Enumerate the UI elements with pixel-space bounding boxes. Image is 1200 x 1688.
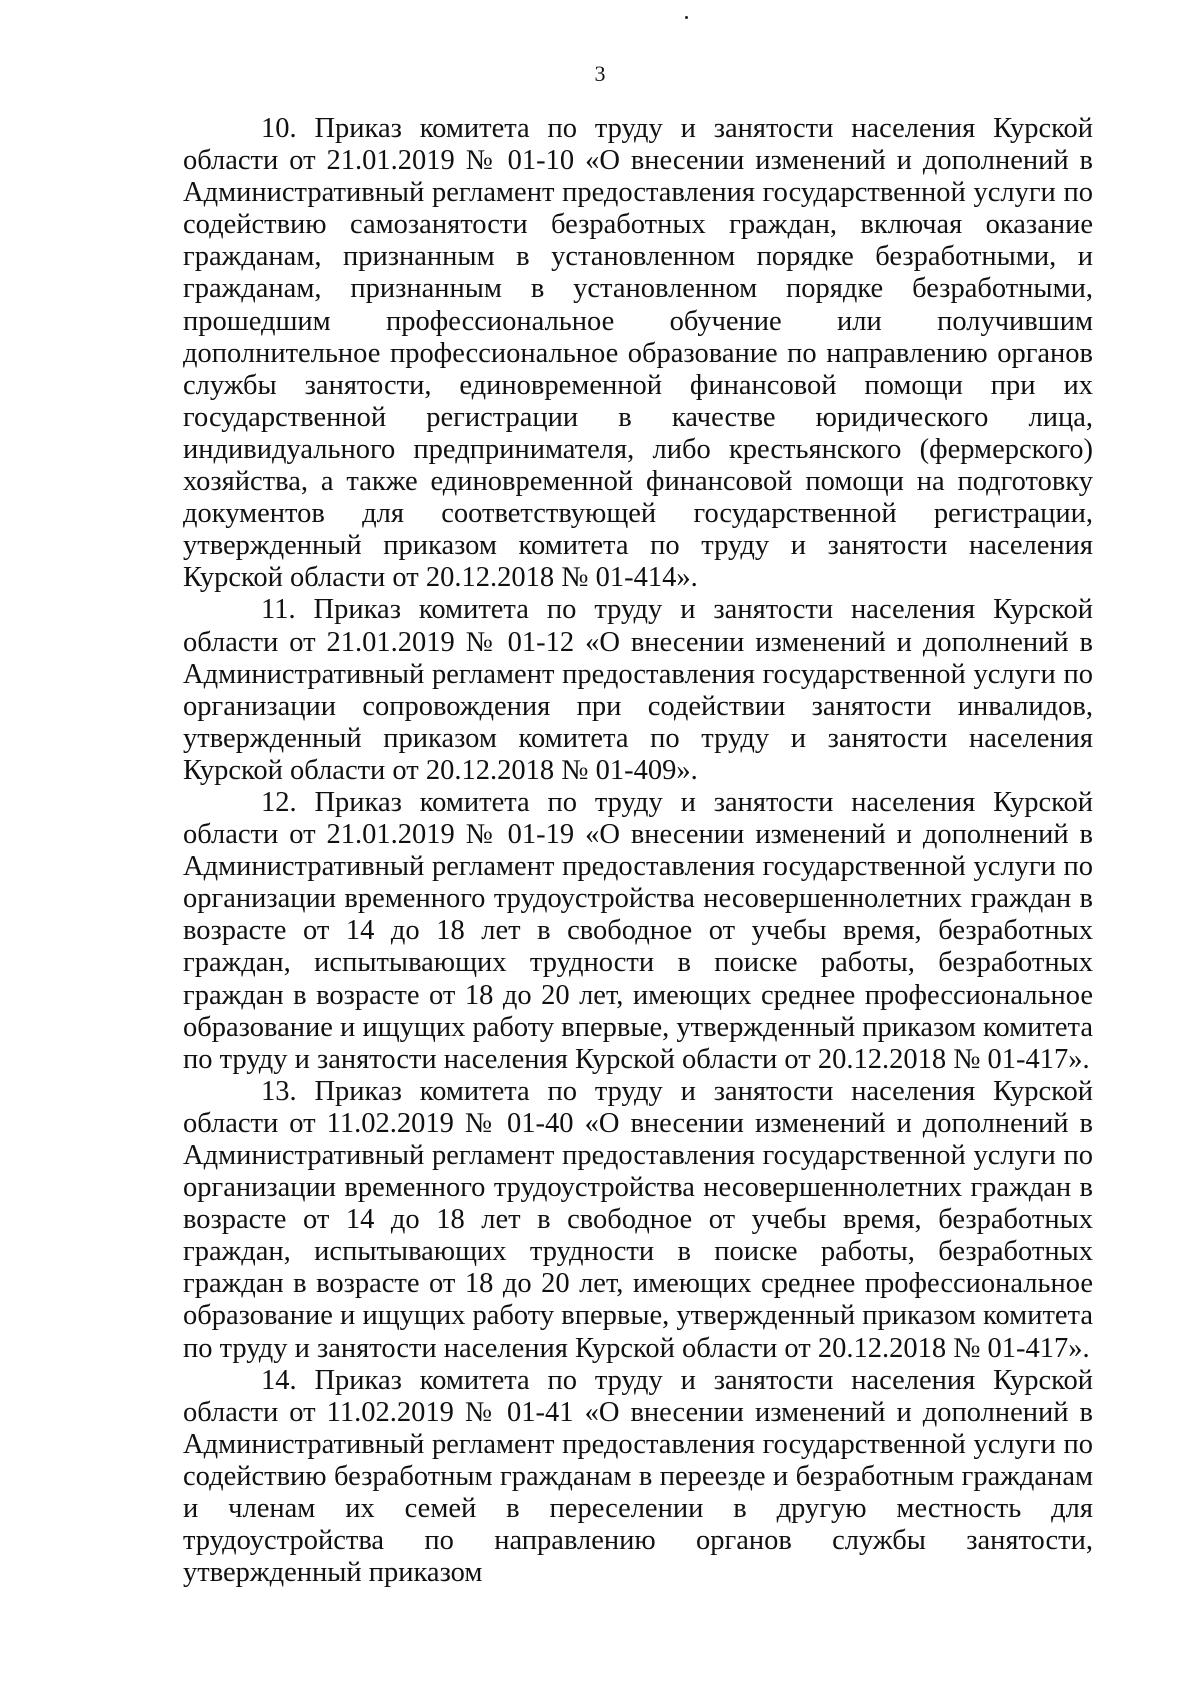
list-item: 13. Приказ комитета по труду и занятости населения Курской области от 11.02.2019 № 01-40 «О внесении изменений и дополнений в Административный регламент предоставления государственной услуги по организации временного трудоустройства несовершеннолетних граждан в возрасте от 14 до 18 лет в свободное от учебы время, безработных граждан, испытывающих трудности в поиске работы, безработных граждан в возрасте от 18 до 20 лет, имеющих среднее профессиональное образование и ищущих работу впервые, утвержденный приказом комитета по труду и занятости населения Курской области от 20.12.2018 № 01-417». — [183, 1075, 1093, 1364]
scan-speck — [685, 16, 688, 19]
list-item: 10. Приказ комитета по труду и занятости населения Курской области от 21.01.2019 № 01-10 «О внесении изменений и дополнений в Административный регламент предоставления государственной услуги по содействию самозанятости безработных граждан, включая оказание гражданам, признанным в установленном порядке безработными, и гражданам, признанным в установленном порядке безработными, прошедшим профессиональное обучение или получившим дополнительное профессиональное образование по направлению органов службы занятости, единовременной финансовой помощи при их государственной регистрации в качестве юридического лица, индивидуального предпринимателя, либо крестьянского (фермерского) хозяйства, а также единовременной финансовой помощи на подготовку документов для соответствующей государственной регистрации, утвержденный приказом комитета по труду и занятости населения Курской области от 20.12.2018 № 01-414». — [183, 113, 1093, 594]
list-item: 12. Приказ комитета по труду и занятости населения Курской области от 21.01.2019 № 01-19 «О внесении изменений и дополнений в Административный регламент предоставления государственной услуги по организации временного трудоустройства несовершеннолетних граждан в возрасте от 14 до 18 лет в свободное от учебы время, безработных граждан, испытывающих трудности в поиске работы, безработных граждан в возрасте от 18 до 20 лет, имеющих среднее профессиональное образование и ищущих работу впервые, утвержденный приказом комитета по труду и занятости населения Курской области от 20.12.2018 № 01-417». — [183, 786, 1093, 1075]
list-item: 11. Приказ комитета по труду и занятости населения Курской области от 21.01.2019 № 01-12 «О внесении изменений и дополнений в Административный регламент предоставления государственной услуги по организации сопровождения при содействии занятости инвалидов, утвержденный приказом комитета по труду и занятости населения Курской области от 20.12.2018 № 01-409». — [183, 594, 1093, 786]
document-body — [183, 113, 1093, 1589]
page-number: 3 — [594, 61, 606, 86]
list-item: 14. Приказ комитета по труду и занятости населения Курской области от 11.02.2019 № 01-41 «О внесении изменений и дополнений в Административный регламент предоставления государственной услуги по содействию безработным гражданам в переезде и безработным гражданам и членам их семей в переселении в другую местность для трудоустройства по направлению органов службы занятости, утвержденный приказом — [183, 1364, 1093, 1589]
